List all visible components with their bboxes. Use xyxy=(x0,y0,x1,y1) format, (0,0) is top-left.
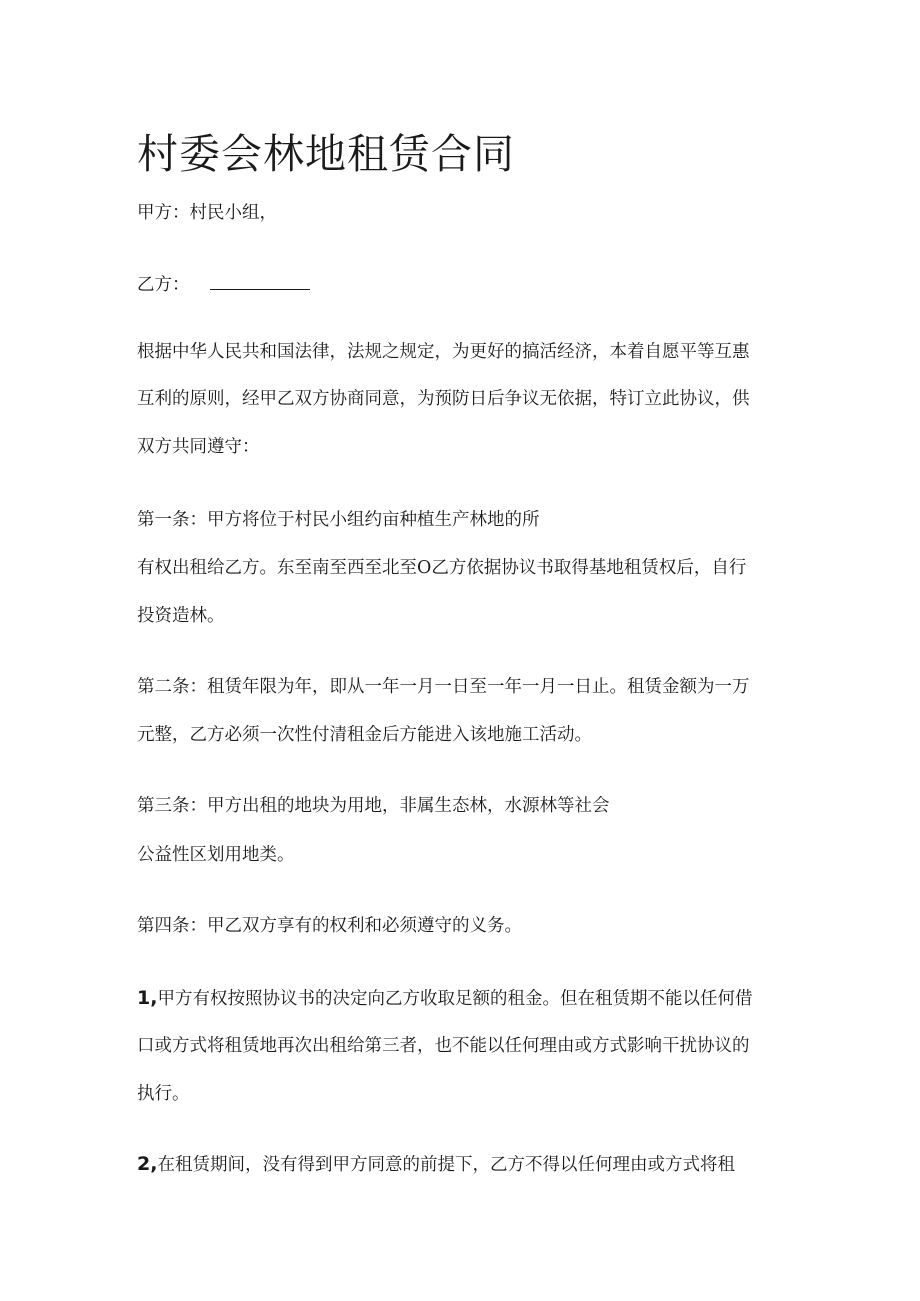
article1-line-2: 有权出租给乙方。东至南至西至北至O乙方依据协议书取得基地租赁权后，自行 xyxy=(137,558,747,578)
article2-line-1: 第二条：租赁年限为年，即从一年一月一日至一年一月一日止。租赁金额为一万 xyxy=(137,677,750,697)
item1-number: 1, xyxy=(137,987,158,1009)
item1-line-2: 口或方式将租赁地再次出租给第三者，也不能以任何理由或方式影响干扰协议的 xyxy=(137,1036,750,1056)
article2-line-2: 元整，乙方必须一次性付清租金后方能进入该地施工活动。 xyxy=(137,725,592,745)
article4-line: 第四条：甲乙双方享有的权利和必须遵守的义务。 xyxy=(137,916,522,936)
party-b-line xyxy=(137,272,310,298)
document-title: 村委会林地租赁合同 xyxy=(137,130,515,178)
item2-line-1 xyxy=(137,1151,735,1178)
article1-line-1: 第一条：甲方将位于村民小组约亩种植生产林地的所 xyxy=(137,510,540,530)
party-b-label: 乙方： xyxy=(137,275,190,295)
preamble-line-3: 双方共同遵守： xyxy=(137,437,260,457)
article1-line-3: 投资造林。 xyxy=(137,606,225,626)
party-b-blank-field xyxy=(210,275,310,290)
item1-line-3: 执行。 xyxy=(137,1084,190,1104)
item2-text-1: 在租赁期间，没有得到甲方同意的前提下，乙方不得以任何理由或方式将租 xyxy=(157,1155,735,1175)
item1-text-1: 甲方有权按照协议书的决定向乙方收取足额的租金。但在租赁期不能以任何借 xyxy=(157,989,753,1009)
item1-line-1 xyxy=(137,985,752,1012)
party-a-line: 甲方：村民小组， xyxy=(137,203,277,223)
item2-number: 2, xyxy=(137,1153,158,1175)
article3-line-2: 公益性区划用地类。 xyxy=(137,845,295,865)
preamble-line-2: 互利的原则，经甲乙双方协商同意，为预防日后争议无依据，特订立此协议，供 xyxy=(137,389,750,409)
article3-line-1: 第三条：甲方出租的地块为用地，非属生态林，水源林等社会 xyxy=(137,796,610,816)
preamble-line-1: 根据中华人民共和国法律，法规之规定，为更好的搞活经济，本着自愿平等互惠 xyxy=(137,342,750,362)
